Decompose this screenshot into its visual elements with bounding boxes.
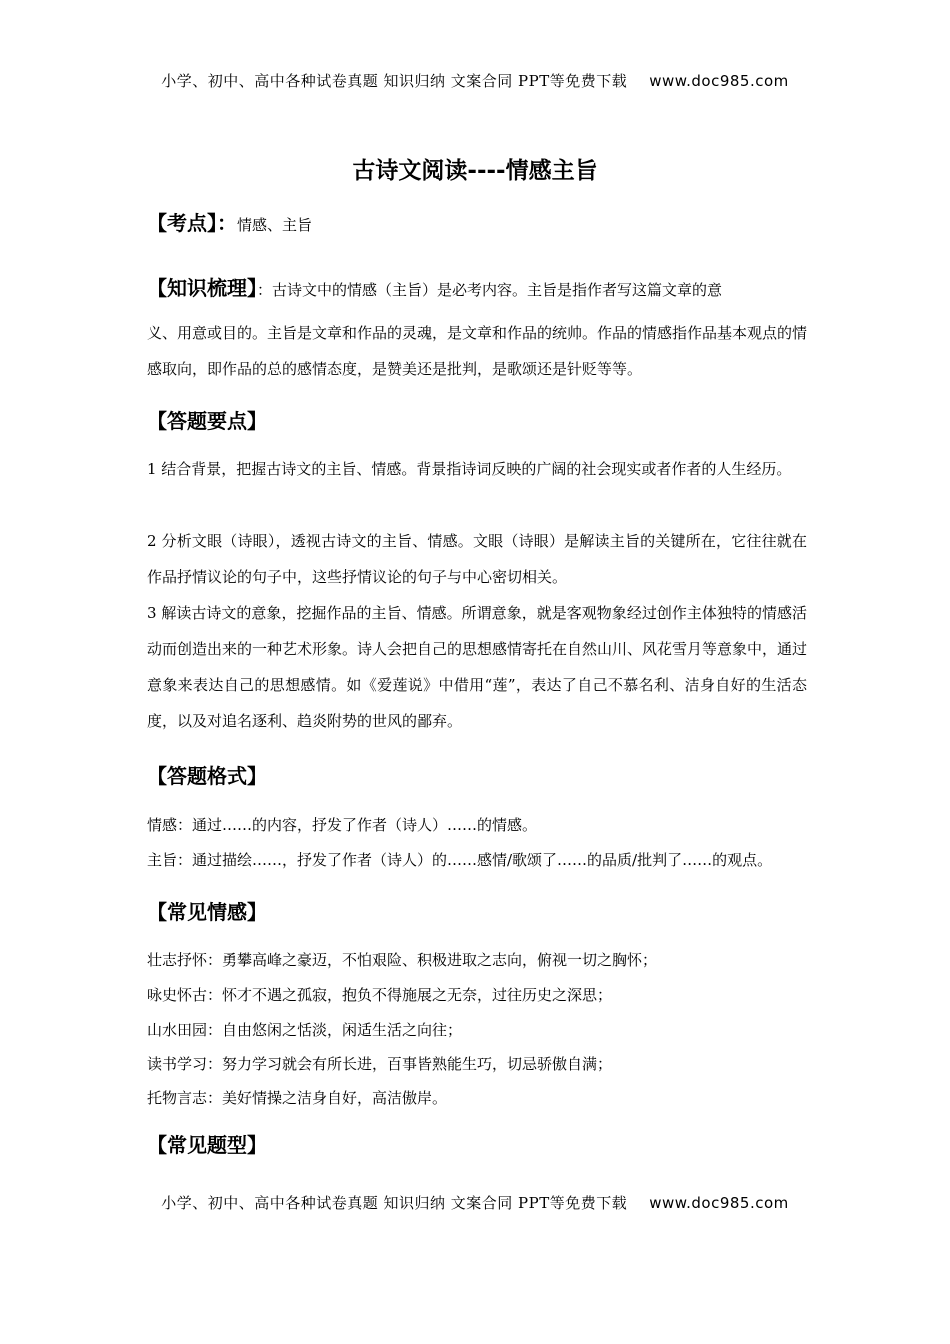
header-site-link[interactable]: www.doc985.com [649, 72, 789, 90]
kaodian-value: 情感、主旨 [237, 216, 313, 234]
qinggan-item: 山水田园：自由悠闲之恬淡，闲适生活之向往； [147, 1021, 463, 1039]
qinggan-item: 咏史怀古：怀才不遇之孤寂，抱负不得施展之无奈，过往历史之深思； [147, 986, 613, 1004]
yaodian-point-1: 1 结合背景，把握古诗文的主旨、情感。背景指诗词反映的广阔的社会现实或者作者的人生经历。 [147, 460, 792, 478]
footer-site-link[interactable]: www.doc985.com [649, 1194, 789, 1212]
zhishi-lead: ：古诗文中的情感（主旨）是必考内容。主旨是指作者写这篇文章的意 [257, 281, 723, 299]
header-text: 小学、初中、高中各种试卷真题 知识归纳 文案合同 PPT等免费下载 [161, 72, 628, 90]
page-footer [0, 1192, 950, 1213]
section-geshi-heading: 【答题格式】 [147, 764, 267, 788]
section-qinggan-heading: 【常见情感】 [147, 900, 267, 924]
section-tixing-heading: 【常见题型】 [147, 1133, 267, 1157]
yaodian-point-3: 3 解读古诗文的意象，挖掘作品的主旨、情感。所谓意象，就是客观物象经过创作主体独特的情感活动而创造出来的一种艺术形象。诗人会把自己的思想感情寄托在自然山川、风花雪月等意象中，通过意象来表达自己的思想感情。如《爱莲说》中借用“莲”，表达了自己不慕名利、洁身自好的生活态度，以及对追名逐利、趋炎附势的世风的鄙弃。 [147, 604, 808, 730]
yaodian-point-2: 2 分析文眼（诗眼），透视古诗文的主旨、情感。文眼（诗眼）是解读主旨的关键所在，它往往就在作品抒情议论的句子中，这些抒情议论的句子与中心密切相关。 [147, 532, 807, 586]
zhishi-label: 【知识梳理】 [147, 276, 257, 300]
footer-text: 小学、初中、高中各种试卷真题 知识归纳 文案合同 PPT等免费下载 [161, 1194, 628, 1212]
qinggan-item: 壮志抒怀：勇攀高峰之豪迈，不怕艰险、积极进取之志向，俯视一切之胸怀； [147, 951, 658, 969]
section-yaodian-heading: 【答题要点】 [147, 409, 267, 433]
kaodian-label: 【考点】： [147, 211, 237, 235]
geshi-line-zhuzhi: 主旨：通过描绘……，抒发了作者（诗人）的……感情/歌颂了……的品质/批判了……的观点。 [147, 851, 773, 869]
qinggan-item: 读书学习：努力学习就会有所长进，百事皆熟能生巧，切忌骄傲自满； [147, 1055, 613, 1073]
section-kaodian [147, 207, 312, 236]
section-zhishi-heading [147, 272, 722, 301]
qinggan-item: 托物言志：美好情操之洁身自好，高洁傲岸。 [147, 1089, 448, 1107]
zhishi-body: 义、用意或目的。主旨是文章和作品的灵魂，是文章和作品的统帅。作品的情感指作品基本观点的情感取向，即作品的总的感情态度，是赞美还是批判，是歌颂还是针贬等等。 [147, 324, 808, 378]
geshi-line-qinggan: 情感：通过……的内容，抒发了作者（诗人）……的情感。 [147, 816, 538, 834]
document-title: 古诗文阅读----情感主旨 [352, 158, 598, 184]
page-header [0, 70, 950, 91]
